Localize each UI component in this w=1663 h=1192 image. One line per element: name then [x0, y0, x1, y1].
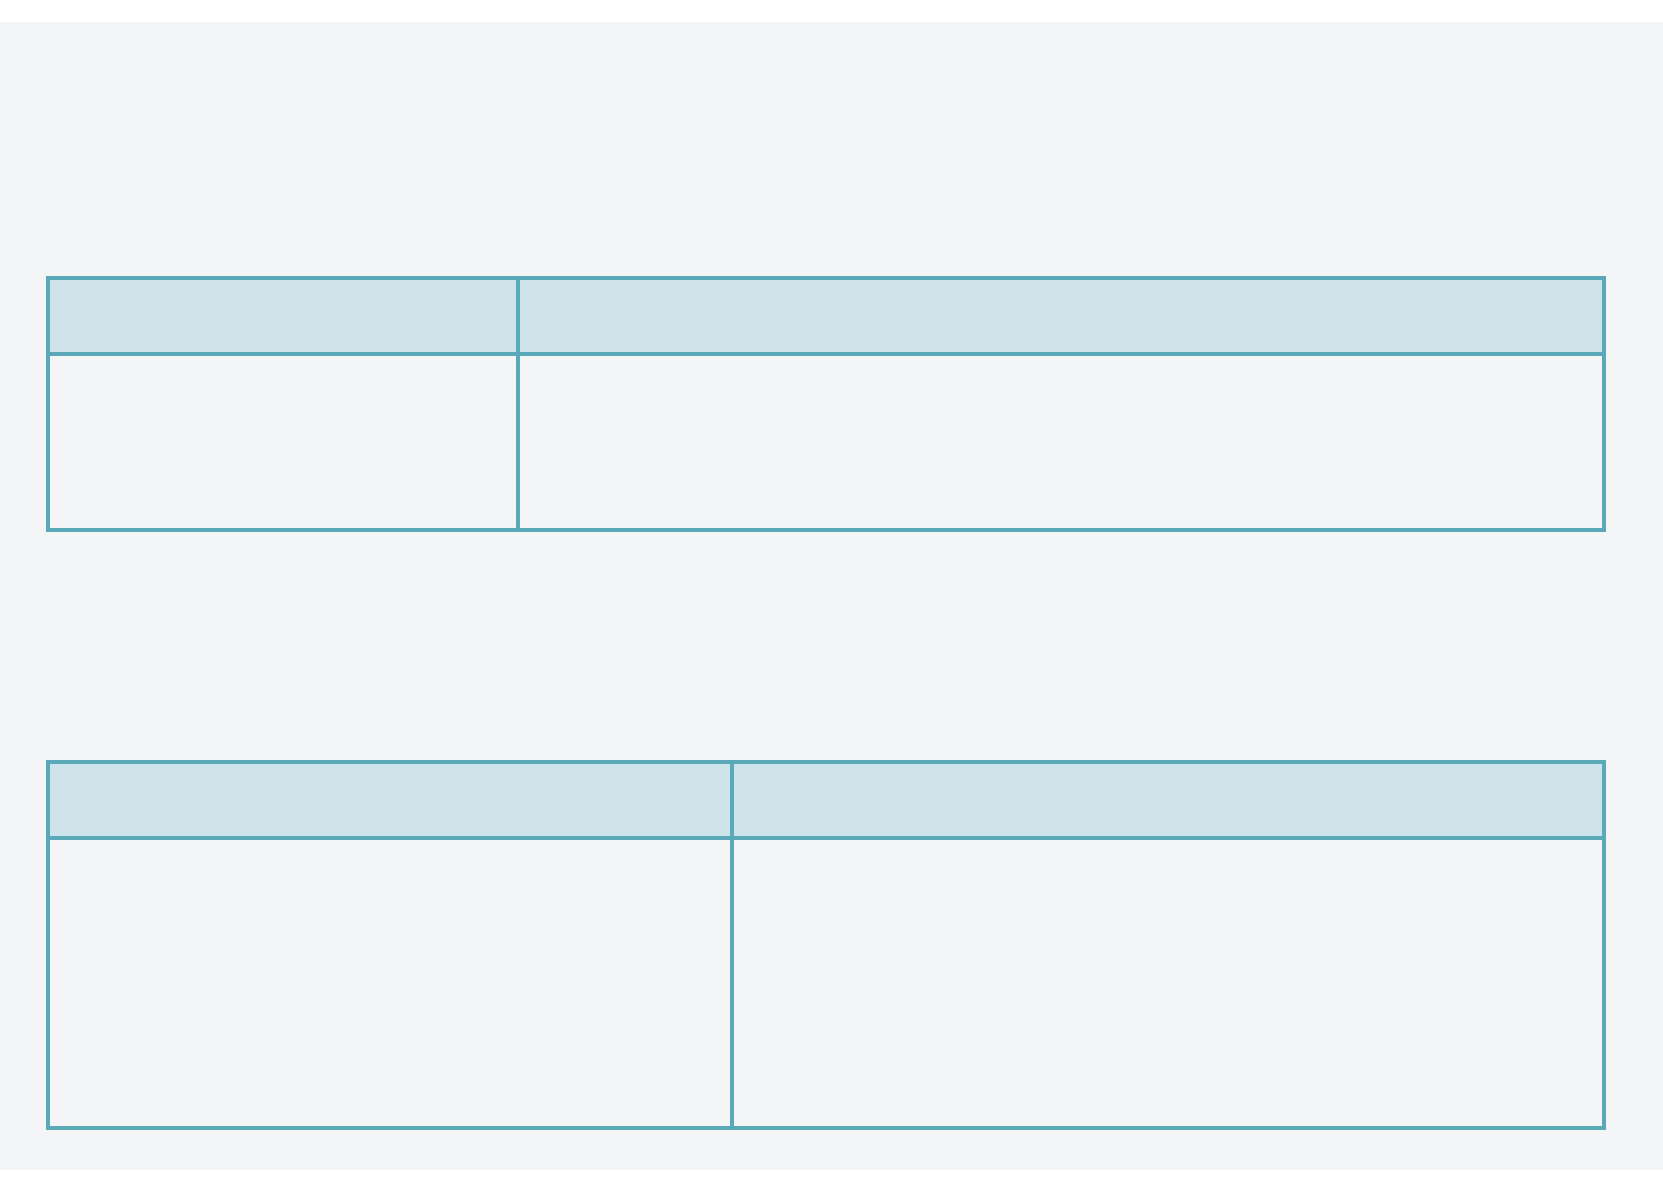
functions-cell [518, 354, 1604, 530]
structures-types-table [46, 760, 1606, 1130]
tissues-functions-table [46, 276, 1606, 532]
table-header [48, 762, 732, 838]
types-cell [732, 838, 1604, 1128]
table-header [518, 278, 1604, 354]
top-banner[interactable] [0, 0, 1663, 22]
footer-links[interactable] [0, 1165, 1663, 1189]
tissues-cell [48, 354, 518, 530]
table-header [732, 762, 1604, 838]
structures-cell [48, 838, 732, 1128]
table-header [48, 278, 518, 354]
